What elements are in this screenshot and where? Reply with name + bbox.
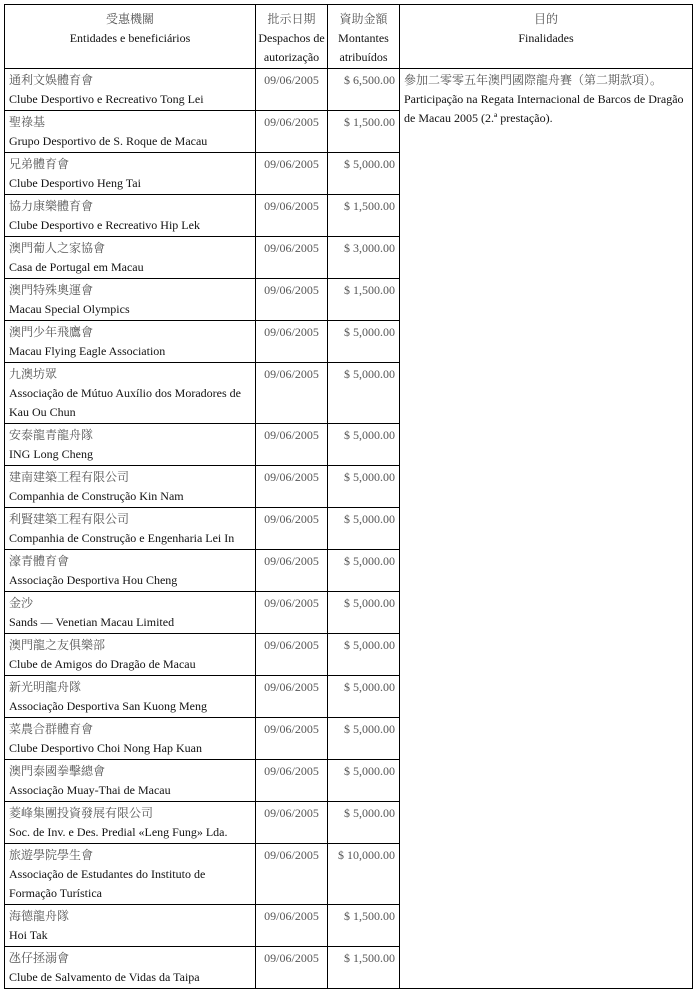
entity-cell	[5, 508, 256, 550]
entity-name-pt: Companhia de Construção Kin Nam	[9, 489, 184, 503]
authorization-date: 09/06/2005	[256, 905, 328, 947]
authorization-date: 09/06/2005	[256, 718, 328, 760]
entity-name-pt: Sands — Venetian Macau Limited	[9, 615, 175, 629]
amount-value: $ 5,000.00	[328, 508, 400, 550]
authorization-date: 09/06/2005	[256, 111, 328, 153]
authorization-date: 09/06/2005	[256, 760, 328, 802]
entity-name-zh: 澳門泰國拳擊總會	[9, 764, 106, 778]
header-purpose	[400, 5, 693, 69]
entity-cell	[5, 69, 256, 111]
amount-value: $ 3,000.00	[328, 237, 400, 279]
amount-value: $ 1,500.00	[328, 111, 400, 153]
header-entities-pt: Entidades e beneficiários	[69, 31, 191, 45]
amount-value: $ 6,500.00	[328, 69, 400, 111]
authorization-date: 09/06/2005	[256, 508, 328, 550]
authorization-date: 09/06/2005	[256, 237, 328, 279]
entity-cell	[5, 676, 256, 718]
header-amount-zh: 資助金額	[339, 12, 388, 26]
entity-name-pt: Companhia de Construção e Engenharia Lei In	[9, 531, 235, 545]
header-entities	[5, 5, 256, 69]
entity-name-zh: 九澳坊眾	[9, 367, 58, 381]
entity-cell	[5, 363, 256, 424]
authorization-date: 09/06/2005	[256, 321, 328, 363]
entity-name-pt: Clube de Amigos do Dragão de Macau	[9, 657, 196, 671]
header-amount-pt-line2: atribuídos	[339, 50, 388, 64]
entity-cell	[5, 424, 256, 466]
entity-name-zh: 濠青體育會	[9, 554, 70, 568]
entity-name-zh: 澳門龍之友俱樂部	[9, 638, 106, 652]
entity-name-zh: 金沙	[9, 596, 34, 610]
entity-name-pt: Casa de Portugal em Macau	[9, 260, 144, 274]
entity-cell	[5, 718, 256, 760]
entity-name-pt: Associação Desportiva Hou Cheng	[9, 573, 178, 587]
entity-name-zh: 澳門特殊奧運會	[9, 283, 94, 297]
authorization-date: 09/06/2005	[256, 844, 328, 905]
authorization-date: 09/06/2005	[256, 802, 328, 844]
entity-cell	[5, 279, 256, 321]
amount-value: $ 5,000.00	[328, 363, 400, 424]
amount-value: $ 1,500.00	[328, 905, 400, 947]
entity-name-pt: Clube de Salvamento de Vidas da Taipa	[9, 970, 200, 984]
authorization-date: 09/06/2005	[256, 195, 328, 237]
entity-name-pt: Macau Special Olympics	[9, 302, 130, 316]
entity-name-pt: Grupo Desportivo de S. Roque de Macau	[9, 134, 208, 148]
header-purpose-zh: 目的	[533, 12, 558, 26]
entity-name-pt: Macau Flying Eagle Association	[9, 344, 166, 358]
entity-name-pt: Associação de Estudantes do Instituto de Formação Turística	[9, 867, 206, 900]
authorization-date: 09/06/2005	[256, 676, 328, 718]
entity-cell	[5, 844, 256, 905]
amount-value: $ 1,500.00	[328, 195, 400, 237]
header-date-pt-line2: autorização	[263, 50, 320, 64]
entity-name-zh: 旅遊學院學生會	[9, 848, 94, 862]
header-purpose-pt: Finalidades	[518, 31, 574, 45]
authorization-date: 09/06/2005	[256, 363, 328, 424]
header-amount-pt-line1: Montantes	[338, 31, 389, 45]
entity-name-zh: 兄弟體育會	[9, 157, 70, 171]
entity-cell	[5, 947, 256, 989]
entity-name-zh: 海德龍舟隊	[9, 909, 70, 923]
entity-cell	[5, 550, 256, 592]
subsidy-table	[4, 4, 693, 989]
header-entities-zh: 受惠機關	[105, 12, 154, 26]
authorization-date: 09/06/2005	[256, 153, 328, 195]
entity-cell	[5, 111, 256, 153]
entity-cell	[5, 237, 256, 279]
entity-name-zh: 聖祿基	[9, 115, 46, 129]
amount-value: $ 5,000.00	[328, 802, 400, 844]
authorization-date: 09/06/2005	[256, 466, 328, 508]
entity-name-pt: Clube Desportivo Heng Tai	[9, 176, 141, 190]
purpose-cell	[400, 69, 693, 989]
amount-value: $ 5,000.00	[328, 466, 400, 508]
entity-name-zh: 建南建築工程有限公司	[9, 470, 130, 484]
authorization-date: 09/06/2005	[256, 424, 328, 466]
entity-name-pt: ING Long Cheng	[9, 447, 93, 461]
authorization-date: 09/06/2005	[256, 279, 328, 321]
amount-value: $ 5,000.00	[328, 424, 400, 466]
authorization-date: 09/06/2005	[256, 550, 328, 592]
authorization-date: 09/06/2005	[256, 592, 328, 634]
authorization-date: 09/06/2005	[256, 947, 328, 989]
entity-name-zh: 新光明龍舟隊	[9, 680, 82, 694]
entity-cell	[5, 592, 256, 634]
entity-name-pt: Clube Desportivo e Recreativo Tong Lei	[9, 92, 204, 106]
header-amount	[328, 5, 400, 69]
entity-cell	[5, 634, 256, 676]
entity-cell	[5, 802, 256, 844]
amount-value: $ 5,000.00	[328, 153, 400, 195]
entity-name-zh: 利賢建築工程有限公司	[9, 512, 130, 526]
amount-value: $ 10,000.00	[328, 844, 400, 905]
entity-cell	[5, 760, 256, 802]
entity-name-zh: 澳門葡人之家協會	[9, 241, 106, 255]
amount-value: $ 1,500.00	[328, 279, 400, 321]
header-date-pt-line1: Despachos de	[258, 31, 325, 45]
entity-cell	[5, 466, 256, 508]
entity-name-zh: 菱峰集團投資發展有限公司	[9, 806, 154, 820]
entity-name-pt: Associação Desportiva San Kuong Meng	[9, 699, 207, 713]
entity-name-pt: Clube Desportivo Choi Nong Hap Kuan	[9, 741, 202, 755]
entity-name-zh: 協力康樂體育會	[9, 199, 94, 213]
table-header-row	[5, 5, 693, 69]
amount-value: $ 5,000.00	[328, 550, 400, 592]
entity-name-zh: 菜農合群體育會	[9, 722, 94, 736]
entity-name-zh: 安泰龍青龍舟隊	[9, 428, 94, 442]
table-row	[5, 69, 693, 111]
amount-value: $ 5,000.00	[328, 760, 400, 802]
entity-name-pt: Hoi Tak	[9, 928, 48, 942]
entity-name-zh: 澳門少年飛鷹會	[9, 325, 94, 339]
amount-value: $ 1,500.00	[328, 947, 400, 989]
purpose-text-pt: Participação na Regata Internacional de Barcos de Dragão de Macau 2005 (2.ª prestação).	[404, 92, 684, 125]
entity-name-pt: Associação de Mútuo Auxílio dos Moradores de Kau Ou Chun	[9, 386, 241, 419]
entity-name-pt: Soc. de Inv. e Des. Predial «Leng Fung» Lda.	[9, 825, 228, 839]
entity-name-zh: 通利文娛體育會	[9, 73, 94, 87]
amount-value: $ 5,000.00	[328, 718, 400, 760]
entity-cell	[5, 153, 256, 195]
amount-value: $ 5,000.00	[328, 676, 400, 718]
entity-cell	[5, 195, 256, 237]
amount-value: $ 5,000.00	[328, 321, 400, 363]
authorization-date: 09/06/2005	[256, 634, 328, 676]
document-page	[4, 4, 692, 989]
amount-value: $ 5,000.00	[328, 592, 400, 634]
entity-name-zh: 氹仔拯溺會	[9, 951, 70, 965]
entity-name-pt: Clube Desportivo e Recreativo Hip Lek	[9, 218, 200, 232]
amount-value: $ 5,000.00	[328, 634, 400, 676]
purpose-text-zh: 參加二零零五年澳門國際龍舟賽（第二期款項）。	[404, 73, 663, 87]
header-date-zh: 批示日期	[267, 12, 316, 26]
entity-cell	[5, 321, 256, 363]
entity-cell	[5, 905, 256, 947]
authorization-date: 09/06/2005	[256, 69, 328, 111]
header-date	[256, 5, 328, 69]
entity-name-pt: Associação Muay-Thai de Macau	[9, 783, 171, 797]
